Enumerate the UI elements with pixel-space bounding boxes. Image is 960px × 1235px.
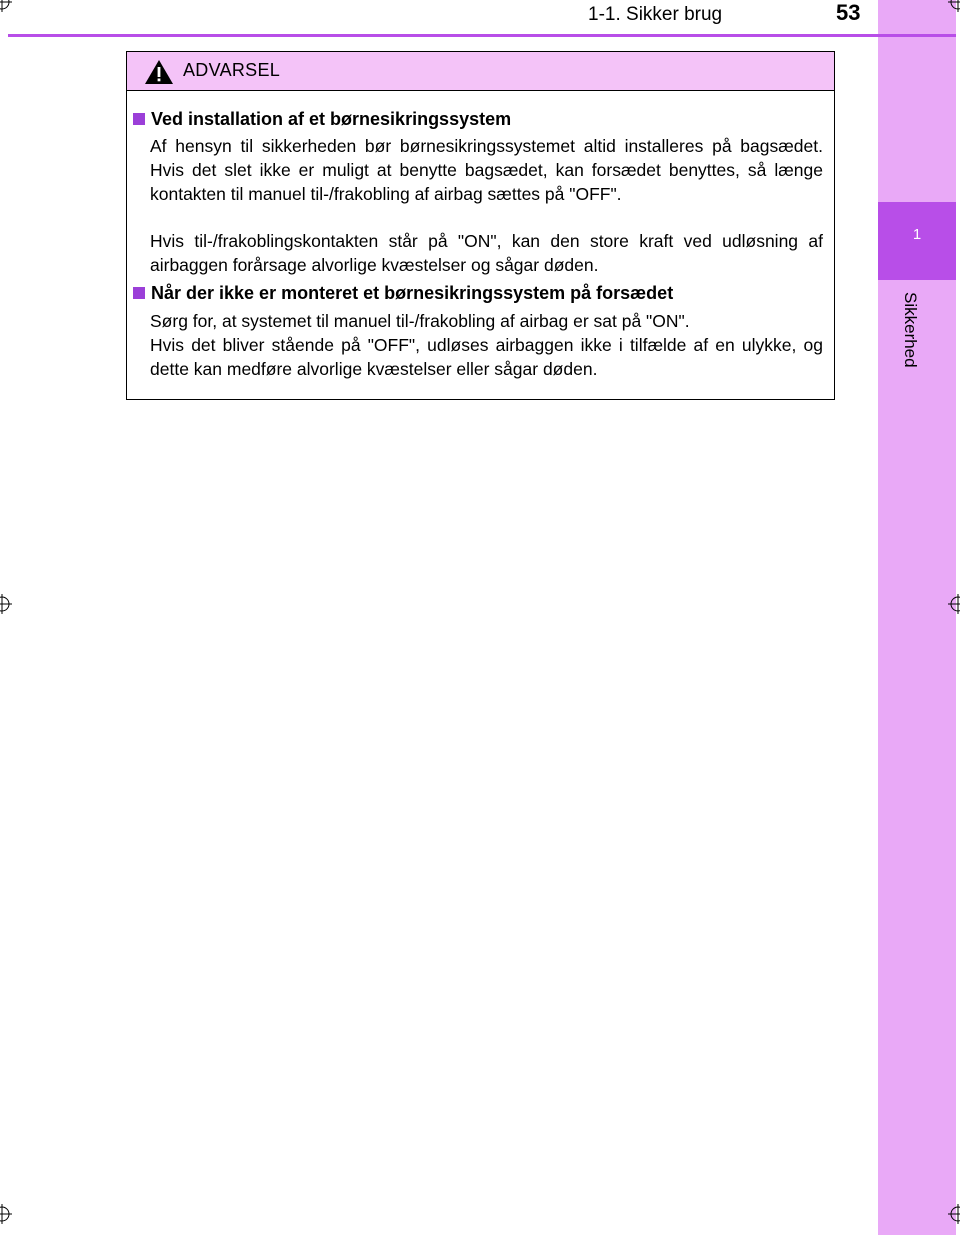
registration-mark-icon xyxy=(948,0,960,12)
registration-mark-icon xyxy=(948,594,960,614)
warning-box xyxy=(126,51,835,400)
warning-paragraph: Hvis det bliver stående på "OFF", udløses airbaggen ikke i tilfælde af en ulykke, og dette kan medføre alvorlige kvæstelser eller sågar døden. xyxy=(150,335,823,379)
registration-mark-icon xyxy=(948,1204,960,1224)
page-number: 53 xyxy=(836,0,861,25)
bullet-square-icon xyxy=(133,113,145,125)
header-rule xyxy=(8,34,956,37)
header-section-title: 1-1. Sikker brug xyxy=(588,4,723,25)
warning-paragraph: Sørg for, at systemet til manuel til-/frakobling af airbag er sat på "ON". xyxy=(150,311,690,331)
warning-title: ADVARSEL xyxy=(183,60,281,80)
chapter-tab-label: Sikkerhed xyxy=(901,292,920,368)
side-strip xyxy=(878,0,956,1235)
warning-item-heading: Når der ikke er monteret et børnesikringssystem på forsædet xyxy=(133,283,673,304)
registration-mark-icon xyxy=(0,594,12,614)
registration-mark-icon xyxy=(0,0,12,12)
warning-item-heading: Ved installation af et børnesikringssystem xyxy=(133,109,511,130)
warning-paragraph: Af hensyn til sikkerheden bør børnesikringssystemet altid installeres på bagsædet. Hvis det slet ikke er muligt at benytte bagsædet, kan forsædet benyttes, så længe kontakten til manuel til-/frakobling af airbag sættes på "OFF". xyxy=(150,136,823,204)
warning-header xyxy=(127,52,834,91)
bullet-square-icon xyxy=(133,287,145,299)
warning-triangle-icon xyxy=(144,59,174,85)
warning-paragraph: Hvis til-/frakoblingskontakten står på "ON", kan den store kraft ved udløsning af airbaggen forårsage alvorlige kvæstelser og sågar døden. xyxy=(150,231,823,275)
chapter-tab-number: 1 xyxy=(912,226,922,243)
registration-mark-icon xyxy=(0,1204,12,1224)
